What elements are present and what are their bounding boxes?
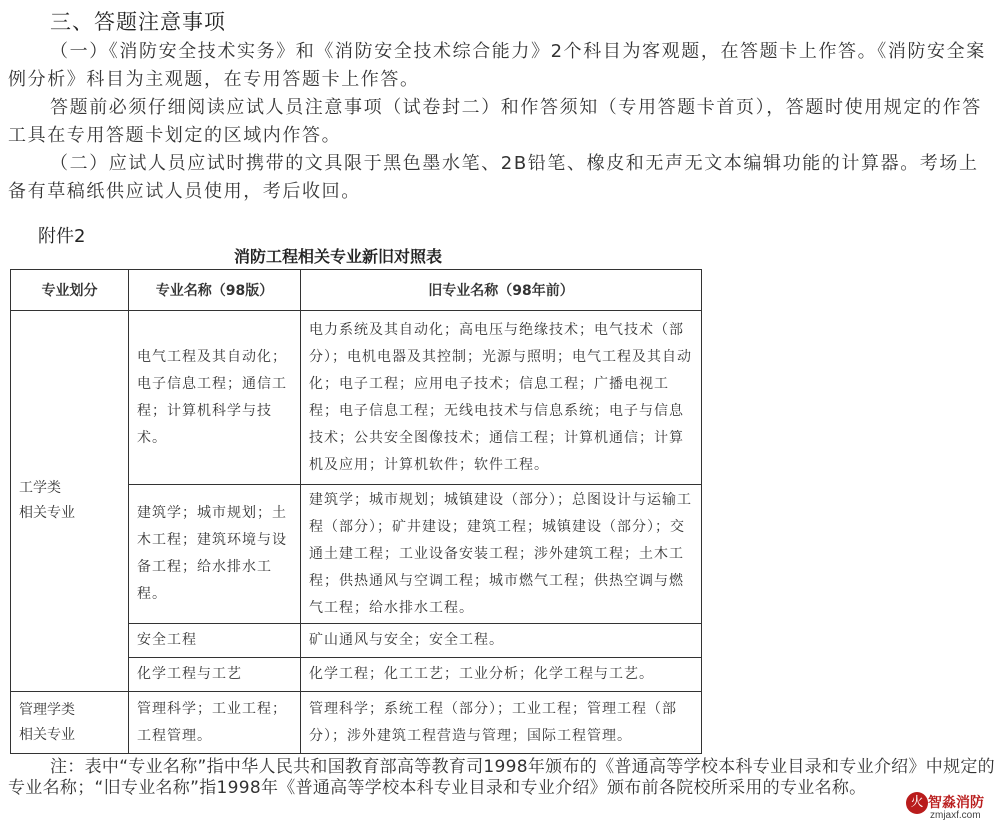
site-watermark <box>906 792 1002 824</box>
category-label: 工学类 相关专业 <box>19 480 75 521</box>
new-major-cell: 安全工程 <box>129 624 301 658</box>
old-major-cell: 电力系统及其自动化；高电压与绝缘技术；电气技术（部分）；电机电器及其控制；光源与照明；电气工程及其自动化；电子工程；应用电子技术；信息工程；广播电视工程；电子信息工程；无线电技术与信息系统；电子与信息技术；公共安全图像技术；通信工程；计算机通信；计算机及应用；计算机软件；软件工程。 <box>301 311 702 485</box>
section-title: 三、答题注意事项 <box>50 10 226 34</box>
category-label: 管理学类 相关专业 <box>19 701 75 743</box>
comparison-table <box>10 269 702 754</box>
paragraph-1: （一）《消防安全技术实务》和《消防安全技术综合能力》2个科目为客观题，在答题卡上作答。《消防安全案例分析》科目为主观题，在专用答题卡上作答。 <box>8 41 986 90</box>
header-new-major: 专业名称（98版） <box>129 270 301 311</box>
header-old-major: 旧专业名称（98年前） <box>301 270 702 311</box>
new-major-cell: 建筑学；城市规划；土木工程；建筑环境与设备工程；给水排水工程。 <box>129 485 301 624</box>
new-major-cell: 管理科学；工业工程；工程管理。 <box>129 692 301 754</box>
table-row <box>11 311 702 485</box>
old-major-cell: 管理科学；系统工程（部分）；工业工程；管理工程（部分）；涉外建筑工程营造与管理；国际工程管理。 <box>301 692 702 754</box>
attachment-label: 附件2 <box>38 226 86 247</box>
watermark-url: zmjaxf.com <box>930 810 981 821</box>
category-engineering <box>11 311 129 692</box>
new-major-cell: 化学工程与工艺 <box>129 658 301 692</box>
paragraph-3: （二）应试人员应试时携带的文具限于黑色墨水笔、2B铅笔、橡皮和无声无文本编辑功能的计算器。考场上备有草稿纸供应试人员使用，考后收回。 <box>8 153 979 202</box>
old-major-cell: 建筑学；城市规划；城镇建设（部分）；总图设计与运输工程（部分）；矿井建设；建筑工程；城镇建设（部分）；交通土建工程；工业设备安装工程；涉外建筑工程；土木工程；供热通风与空调工程；城市燃气工程；供热空调与燃气工程；给水排水工程。 <box>301 485 702 624</box>
table-note: 注：表中“专业名称”指中华人民共和国教育部高等教育司1998年颁布的《普通高等学校本科专业目录和专业介绍》中规定的专业名称；“旧专业名称”指1998年《普通高等学校本科专业目录和专业介绍》颁布前各院校所采用的专业名称。 <box>8 757 995 798</box>
watermark-name: 智淼消防 <box>928 795 984 811</box>
new-major-cell: 电气工程及其自动化；电子信息工程；通信工程；计算机科学与技术。 <box>129 311 301 485</box>
header-category: 专业划分 <box>11 270 129 311</box>
table-row <box>11 692 702 754</box>
flame-icon: 火 <box>906 792 928 814</box>
category-management <box>11 692 129 754</box>
old-major-cell: 矿山通风与安全；安全工程。 <box>301 624 702 658</box>
old-major-cell: 化学工程；化工工艺；工业分析；化学工程与工艺。 <box>301 658 702 692</box>
paragraph-2: 答题前必须仔细阅读应试人员注意事项（试卷封二）和作答须知（专用答题卡首页），答题时使用规定的作答工具在专用答题卡划定的区域内作答。 <box>8 97 982 146</box>
table-title: 消防工程相关专业新旧对照表 <box>233 247 442 266</box>
table-header-row <box>11 270 702 311</box>
